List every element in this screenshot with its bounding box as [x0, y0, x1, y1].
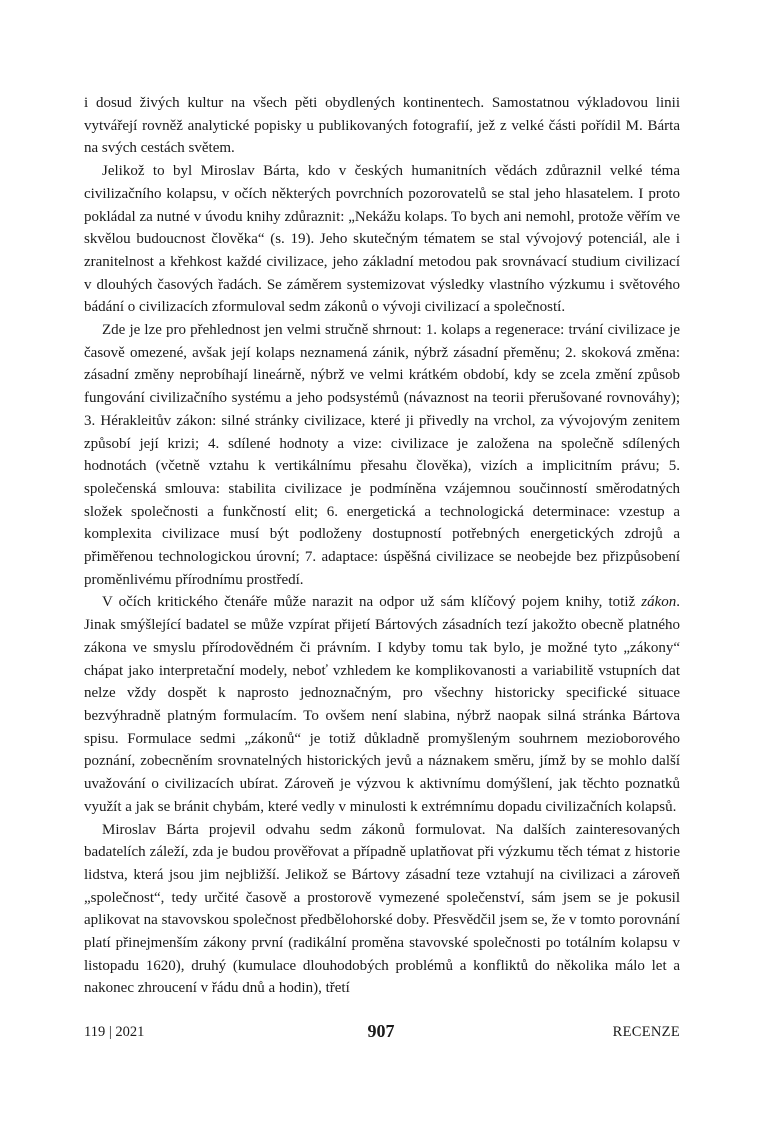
journal-volume-year: 119 | 2021: [84, 1024, 145, 1040]
italic-term: zákon: [641, 594, 677, 611]
paragraph-text: . Jinak smýšlející badatel se může vzpírat přijetí Bártových zásadních tezí jakožto obecně platného zákona ve smyslu přírodovědném či právním. I kdyby tomu tak bylo, je možné tyto „zákony“ chápat jako interpretační modely, neboť vzhledem ke komplikovanosti a variabilitě vstupních dat nelze vždy dospět k naprosto jednoznačným, pro všechny historicky specifické situace bezvýhradně platným formulacím. To ovšem není slabina, nýbrž naopak silná stránka Bártova spisu. Formulace sedmi „zákonů“ je totiž důkladně promyšleným souhrnem mezioborového poznání, zobecněním srovnatelných historických jevů a náznakem směru, jímž by se mohlo další uvažování o civilizacích ubírat. Zároveň je výzvou k aktivnímu domýšlení, jak těchto poznatků využít a jak se bránit chybám, které vedly v minulosti k extrémnímu dopadu civilizačních kolapsů.: [84, 594, 680, 815]
paragraph: [84, 319, 680, 591]
paragraph: [84, 160, 680, 319]
body-text: [84, 92, 680, 1000]
paragraph: [84, 591, 680, 818]
section-label: RECENZE: [612, 1024, 680, 1040]
paragraph-text: Jelikož to byl Miroslav Bárta, kdo v českých humanitních vědách zdůraznil velké téma civilizačního kolapsu, v očích některých povrchních pozorovatelů se stal jeho hlasatelem. I proto pokládal za nutné v úvodu knihy zdůraznit: „Nekážu kolaps. To bych ani nemohl, protože věřím ve skvělou budoucnost člověka“ (s. 19). Jeho skutečným tématem se stal vývojový potenciál, ale i zranitelnost a křehkost každé civilizace, jeho základní metodou pak srovnávací studium civilizací v dlouhých časových řadách. Se záměrem systemizovat výsledky vlastního výzkumu i světového bádání o civilizacích zformuloval sedm zákonů o vývoji civilizací a společností.: [84, 163, 680, 316]
page-number: 907: [367, 1021, 395, 1041]
paragraph-text: V očích kritického čtenáře může narazit na odpor už sám klíčový pojem knihy, totiž: [102, 594, 642, 611]
paragraph: [84, 819, 680, 1001]
paragraph-text: Zde je lze pro přehlednost jen velmi stručně shrnout: 1. kolaps a regenerace: trvání civilizace je časově omezené, avšak její kolaps neznamená zánik, nýbrž zásadní přeměnu; 2. skoková změna: zásadní změny neprobíhají lineárně, nýbrž ve velmi krátkém období, kdy se zcela změní způsob fungování civilizačního systému a jeho podsystémů (návaznost na teorii přerušované rovnováhy); 3. Hérakleitův zákon: silné stránky civilizace, které ji přivedly na vrchol, za vývojovým zenitem způsobí její krizi; 4. sdílené hodnoty a vize: civilizace je založena na společně sdílených hodnotách (včetně vztahu k vertikálnímu přesahu člověka), vizích a implicitním právu; 5. společenská smlouva: stabilita civilizace je podmíněna vzájemnou součinností směrodatných složek společnosti a funkčností elit; 6. energetická a technologická determinace: vzestup a komplexita civilizace musí být podloženy dostupností potřebných energetických zdrojů a přiměřenou technologickou úrovní; 7. adaptace: úspěšná civilizace se neobejde bez přizpůsobení proměnlivému přírodnímu prostředí.: [84, 322, 680, 588]
paragraph-text: i dosud živých kultur na všech pěti obydlených kontinentech. Samostatnou výkladovou linii vytvářejí rovněž analytické popisky u publikovaných fotografií, jež z velké části pořídil M. Bárta na svých cestách světem.: [84, 95, 680, 157]
paragraph-text: Miroslav Bárta projevil odvahu sedm zákonů formulovat. Na dalších zainteresovaných badatelích záleží, zda je budou prověřovat a případně uplatňovat při výzkumu těch témat z historie lidstva, která jsou jim nejbližší. Jelikož se Bártovy zásadní teze vztahují na civilizaci a zároveň „společnost“, tedy určité časově a prostorově vymezené společenství, sám jsem se je pokusil aplikovat na stavovskou společnost předbělohorské doby. Přesvědčil jsem se, že v tomto porovnání platí přinejmenším zákony první (radikální proměna stavovské společnosti po totálním kolapsu v listopadu 1620), druhý (kumulace dlouhodobých problémů a konfliktů do několika málo let a nakonec zhroucení v řádu dnů a hodin), třetí: [84, 821, 680, 997]
paragraph: [84, 92, 680, 160]
